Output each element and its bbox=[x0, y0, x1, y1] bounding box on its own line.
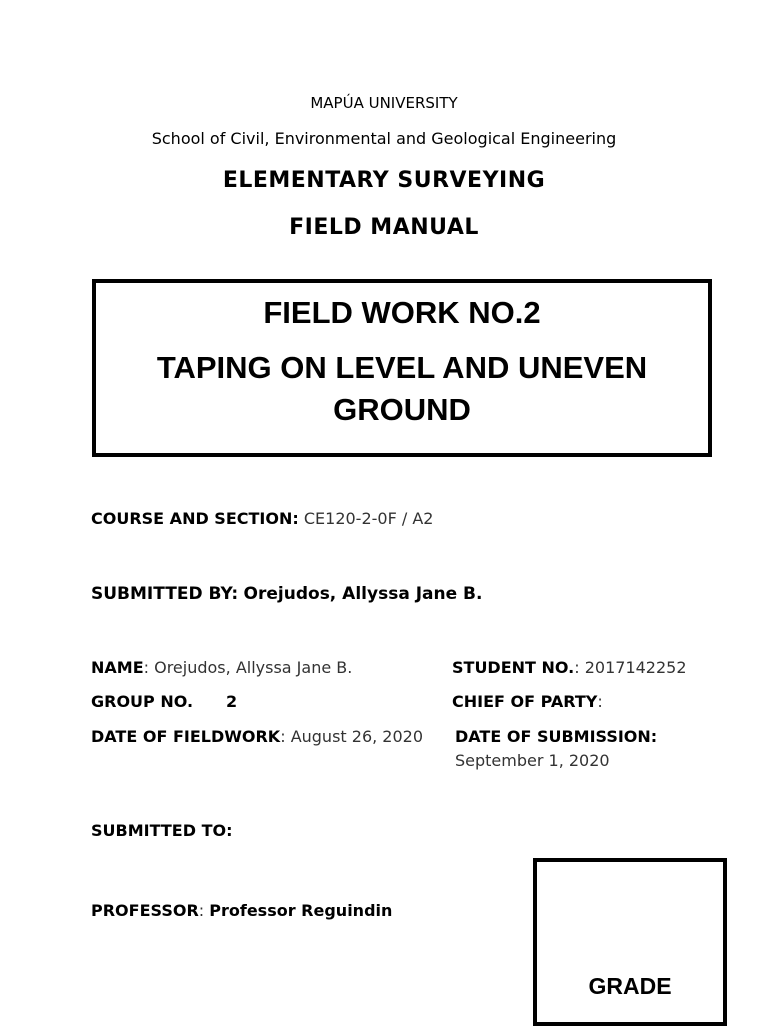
fieldwork-title-box bbox=[92, 279, 712, 457]
student-no-label: STUDENT NO. bbox=[452, 658, 575, 677]
name-value: Orejudos, Allyssa Jane B. bbox=[154, 658, 353, 677]
submitted-by-label: SUBMITTED BY: bbox=[91, 584, 239, 604]
grade-box bbox=[533, 858, 727, 1026]
fieldwork-number: FIELD WORK NO.2 bbox=[263, 295, 541, 330]
professor-label: PROFESSOR bbox=[91, 901, 199, 920]
fieldwork-title: TAPING ON LEVEL AND UNEVEN GROUND bbox=[156, 350, 648, 427]
name-label: NAME bbox=[91, 658, 144, 677]
group-line bbox=[91, 692, 193, 711]
date-submission-value: September 1, 2020 bbox=[455, 751, 610, 770]
name-line: NAME: Orejudos, Allyssa Jane B. bbox=[91, 658, 353, 677]
group-value-wrap bbox=[226, 692, 237, 711]
professor-line: PROFESSOR: Professor Reguindin bbox=[91, 901, 393, 920]
chief-label: CHIEF OF PARTY bbox=[452, 692, 598, 711]
date-fieldwork-label: DATE OF FIELDWORK bbox=[91, 727, 281, 746]
date-fieldwork-value: August 26, 2020 bbox=[290, 727, 424, 746]
date-submission-label: DATE OF SUBMISSION: bbox=[455, 727, 658, 746]
date-fieldwork-line: DATE OF FIELDWORK: August 26, 2020 bbox=[91, 727, 424, 746]
school-name: School of Civil, Environmental and Geological Engineering bbox=[151, 129, 617, 148]
student-no-value: 2017142252 bbox=[584, 658, 687, 677]
manual-title: FIELD MANUAL bbox=[289, 215, 479, 240]
grade-label: GRADE bbox=[588, 973, 672, 999]
course-section-value: CE120-2-0F / A2 bbox=[303, 509, 434, 528]
group-label: GROUP NO. bbox=[91, 692, 194, 711]
student-no-line: STUDENT NO.: 2017142252 bbox=[452, 658, 687, 677]
submitted-to-label: SUBMITTED TO: bbox=[91, 821, 233, 840]
chief-line: CHIEF OF PARTY: bbox=[452, 692, 603, 711]
group-value: 2 bbox=[226, 692, 238, 711]
course-section-label: COURSE AND SECTION: bbox=[91, 509, 299, 528]
course-section-line bbox=[91, 509, 433, 528]
date-submission-value-wrap bbox=[455, 751, 610, 770]
course-title: ELEMENTARY SURVEYING bbox=[222, 168, 546, 193]
submitted-by-value: Orejudos, Allyssa Jane B. bbox=[243, 584, 483, 604]
professor-value: Professor Reguindin bbox=[209, 901, 393, 920]
date-submission-line bbox=[455, 727, 657, 746]
submitted-by-line bbox=[91, 584, 482, 604]
submitted-to-line bbox=[91, 821, 232, 840]
university-name: MAPÚA UNIVERSITY bbox=[310, 94, 458, 112]
